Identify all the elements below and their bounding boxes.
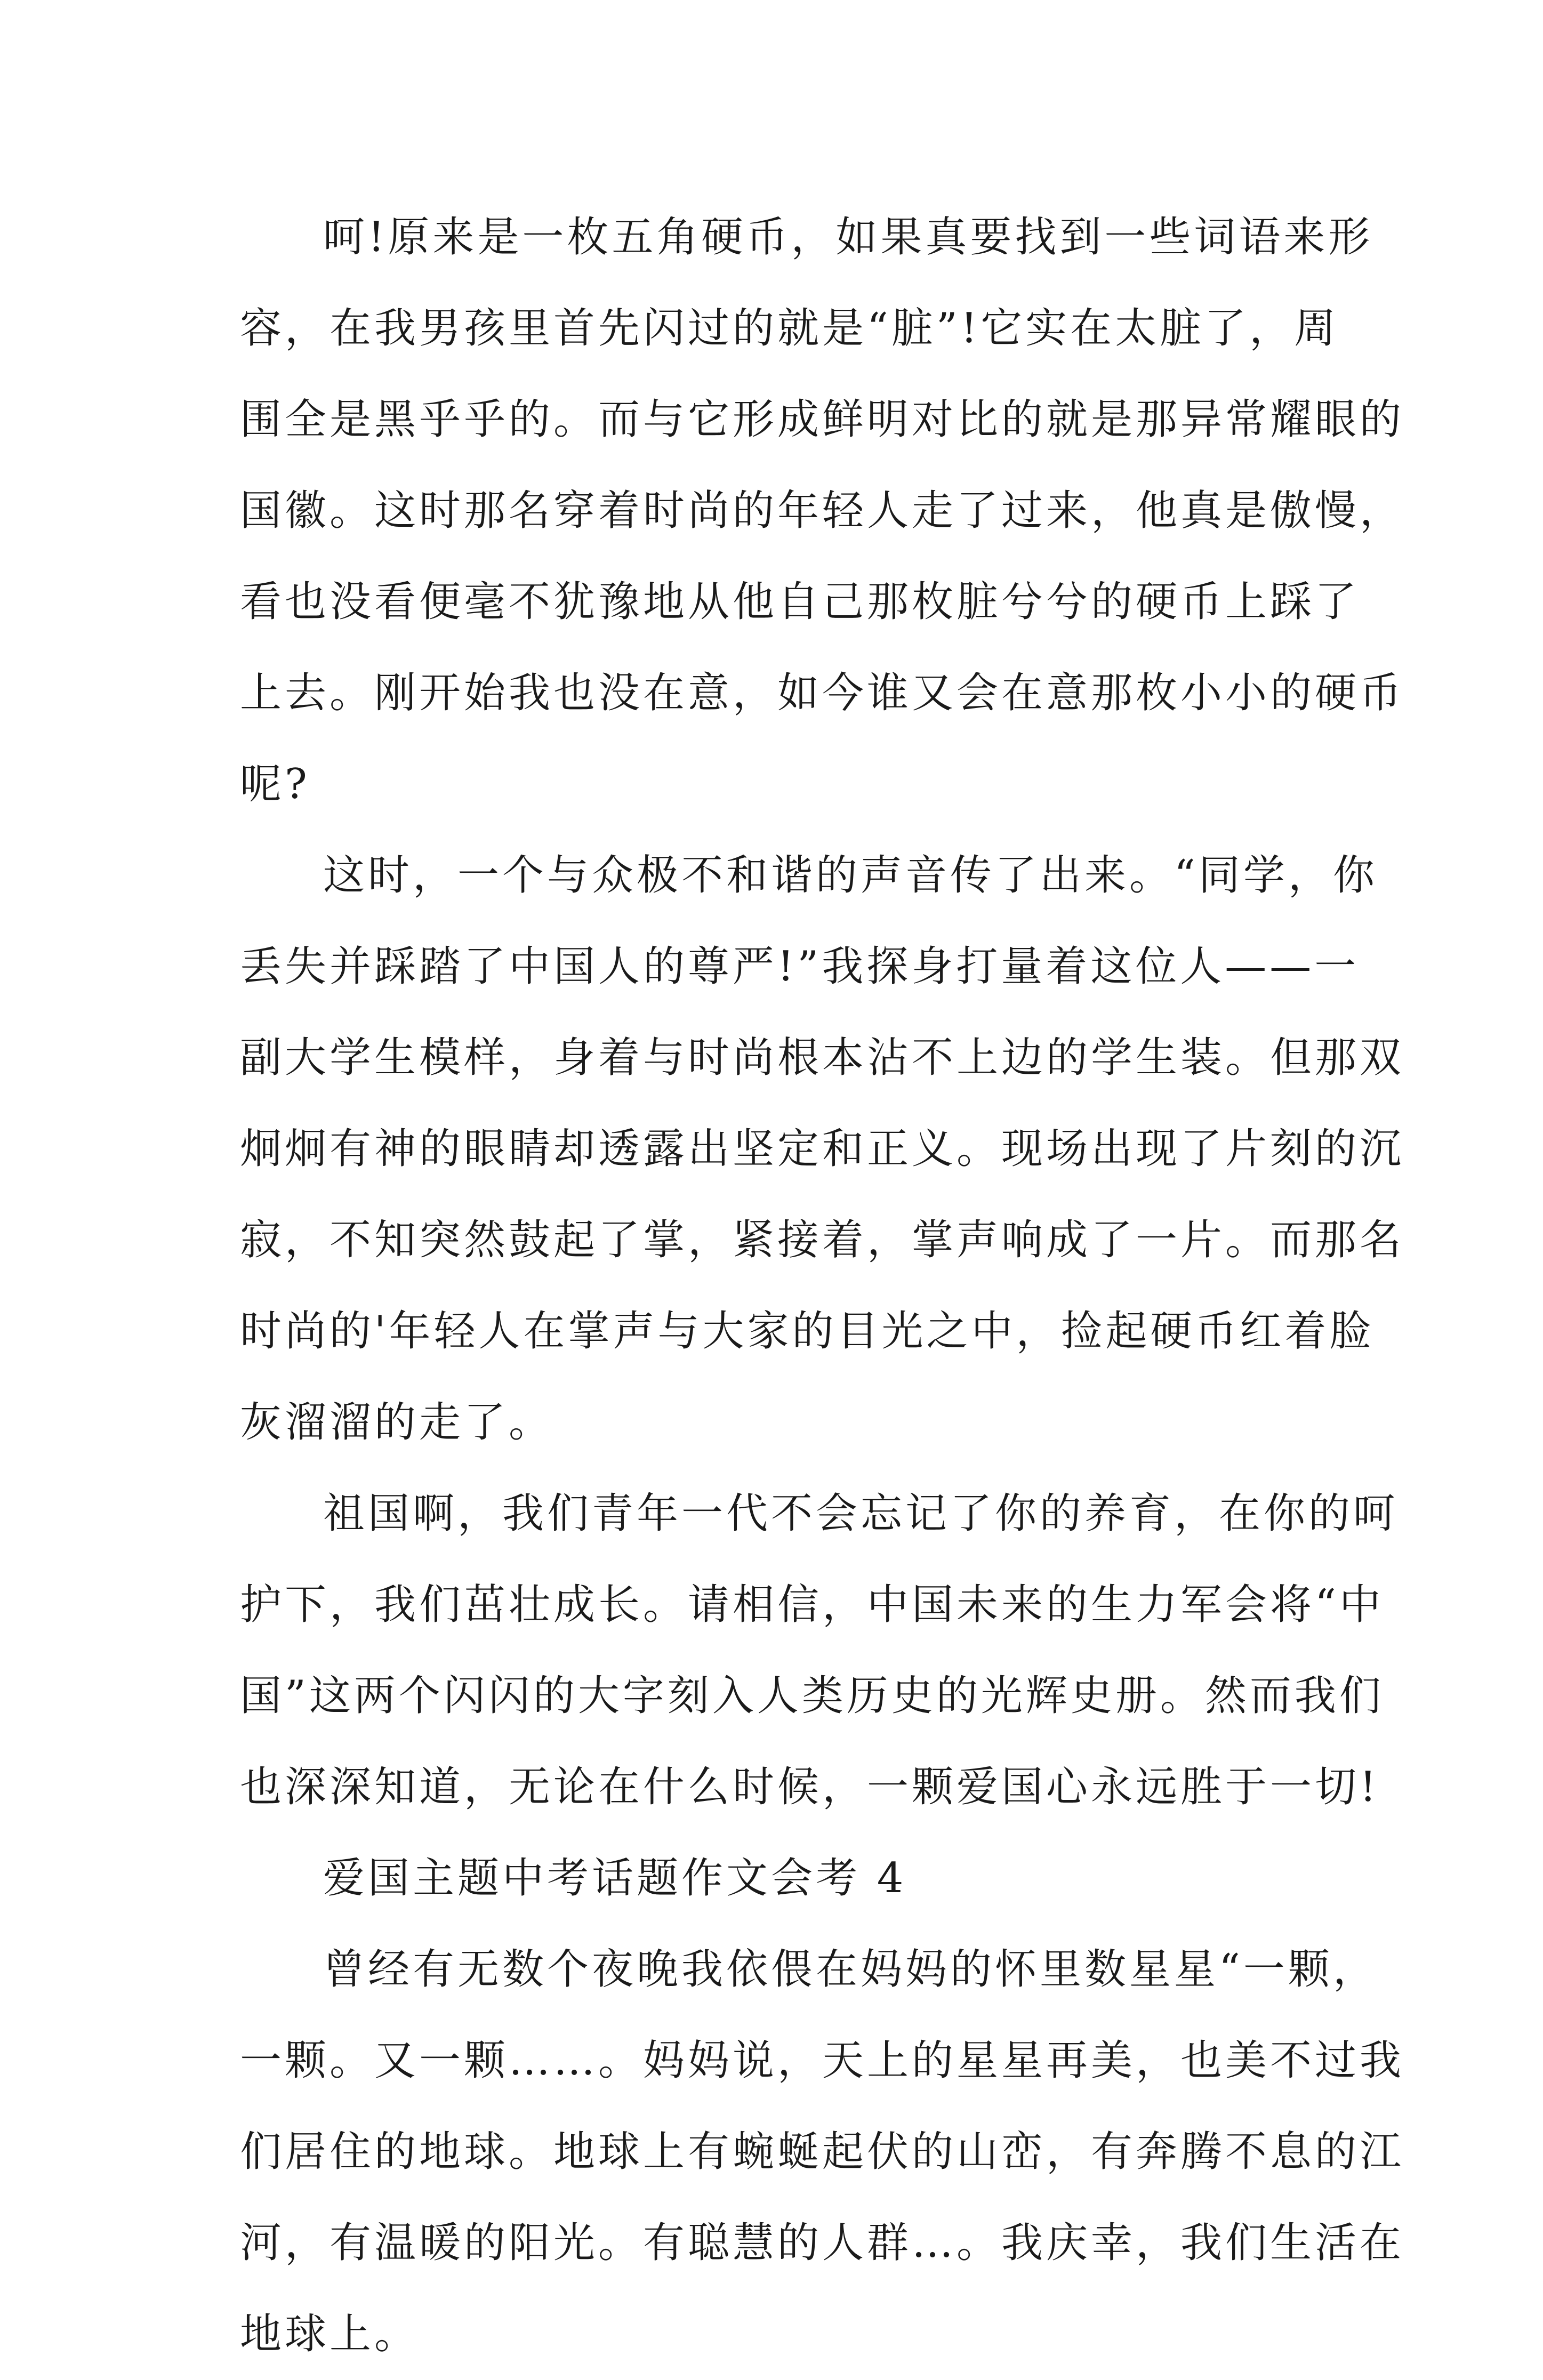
text-line: 丢失并踩踏了中国人的尊严!”我探身打量着这位人——一: [240, 943, 1360, 991]
essay-text: [240, 192, 1405, 2380]
text-line: 呢?: [240, 760, 310, 808]
paragraph-first-line: 爱国主题中考话题作文会考 4: [323, 1854, 907, 1902]
text-line: 地球上。: [240, 2310, 420, 2358]
text-line: 容，在我男孩里首先闪过的就是“脏”!它实在太脏了，周: [240, 304, 1339, 352]
text-line: 围全是黑乎乎的。而与它形成鲜明对比的就是那异常耀眼的: [240, 396, 1405, 444]
text-line: 也深深知道，无论在什么时候，一颗爱国心永远胜于一切!: [240, 1763, 1380, 1811]
text-line: 们居住的地球。地球上有蜿蜒起伏的山峦，有奔腾不息的江: [240, 2128, 1405, 2176]
paragraph-first-line: 祖国啊，我们青年一代不会忘记了你的养育，在你的呵: [323, 1490, 1399, 1538]
paragraph-first-line: 这时，一个与众极不和谐的声音传了出来。“同学，你: [323, 851, 1378, 899]
text-line: 炯炯有神的眼睛却透露出坚定和正义。现场出现了片刻的沉: [240, 1125, 1405, 1173]
text-line: 副大学生模样，身着与时尚根本沾不上边的学生装。但那双: [240, 1034, 1405, 1082]
text-line: 河，有温暖的阳光。有聪慧的人群…。我庆幸，我们生活在: [240, 2219, 1405, 2267]
text-line: 国徽。这时那名穿着时尚的年轻人走了过来，他真是傲慢，: [240, 487, 1405, 535]
text-line: 一颗。又一颗……。妈妈说，天上的星星再美，也美不过我: [240, 2037, 1405, 2085]
paragraph-first-line: 呵!原来是一枚五角硬币，如果真要找到一些词语来形: [323, 213, 1373, 261]
text-line: 看也没看便毫不犹豫地从他自己那枚脏兮兮的硬币上踩了: [240, 578, 1360, 626]
text-line: 国”这两个闪闪的大字刻入人类历史的光辉史册。然而我们: [240, 1672, 1384, 1720]
text-line: 护下，我们茁壮成长。请相信，中国未来的生力军会将“中: [240, 1581, 1384, 1629]
paragraph-first-line: 曾经有无数个夜晚我依偎在妈妈的怀里数星星“一颗，: [323, 1945, 1378, 1993]
text-line: 灰溜溜的走了。: [240, 1398, 554, 1446]
text-line: 寂，不知突然鼓起了掌，紧接着，掌声响成了一片。而那名: [240, 1216, 1405, 1264]
text-line: 时尚的'年轻人在掌声与大家的目光之中，捡起硬币红着脸: [240, 1307, 1375, 1355]
text-line: 上去。刚开始我也没在意，如今谁又会在意那枚小小的硬币: [240, 669, 1405, 717]
